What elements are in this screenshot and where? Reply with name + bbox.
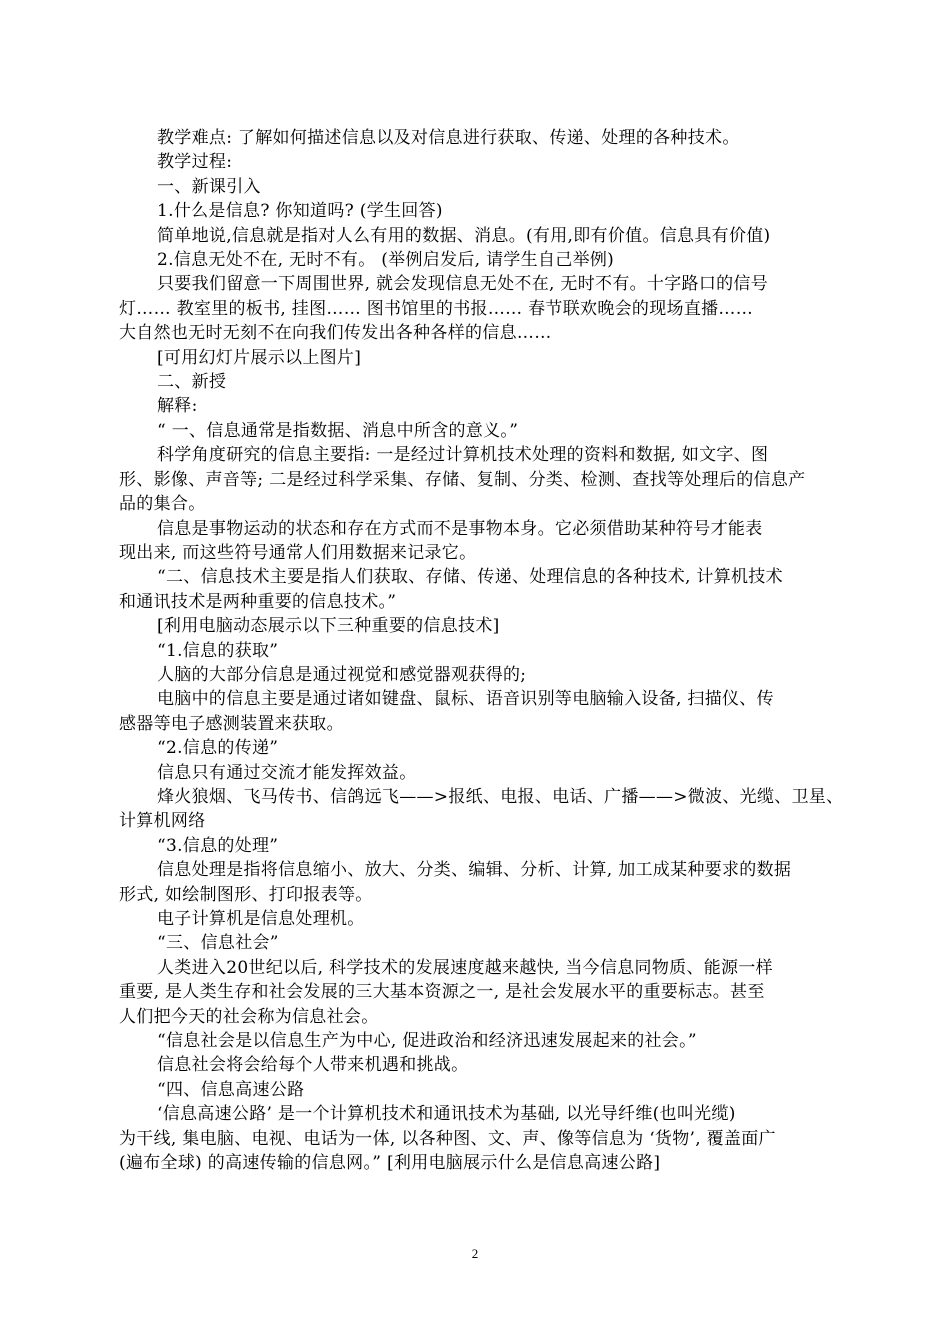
text-line: “三、信息社会”: [157, 933, 279, 954]
text-line: (遍布全球) 的高速传输的信息网。” [利用电脑展示什么是信息高速公路]: [119, 1153, 661, 1174]
text-line: 和通讯技术是两种重要的信息技术。”: [119, 591, 397, 612]
text-line: 感器等电子感测装置来获取。: [119, 713, 344, 734]
text-line: 信息社会将会给每个人带来机遇和挑战。: [157, 1055, 469, 1076]
text-line: “1.信息的获取”: [157, 640, 279, 661]
text-line: 科学角度研究的信息主要指: 一是经过计算机技术处理的资料和数据, 如文字、图: [157, 445, 769, 466]
text-line: 形式, 如绘制图形、打印报表等。: [119, 884, 373, 905]
text-line: 电脑中的信息主要是通过诸如键盘、鼠标、语音识别等电脑输入设备, 扫描仪、传: [157, 689, 774, 710]
text-line: 人类进入20世纪以后, 科学技术的发展速度越来越快, 当今信息同物质、能源一样: [157, 957, 773, 978]
text-line: [可用幻灯片展示以上图片]: [157, 347, 362, 368]
document-body: [119, 126, 844, 1175]
text-line: 2.信息无处不在, 无时不有。 (举例启发后, 请学生自己举例): [157, 250, 615, 271]
text-line: “二、信息技术主要是指人们获取、存储、传递、处理信息的各种技术, 计算机技术: [157, 567, 783, 588]
text-line: 信息只有通过交流才能发挥效益。: [157, 762, 417, 783]
text-line: “3.信息的处理”: [157, 835, 279, 856]
text-line: 人们把今天的社会称为信息社会。: [119, 1006, 379, 1027]
text-line: “四、信息高速公路: [157, 1079, 305, 1100]
text-line: ‘信息高速公路’ 是一个计算机技术和通讯技术为基础, 以光导纤维(也叫光缆): [157, 1104, 736, 1125]
text-line: [利用电脑动态展示以下三种重要的信息技术]: [157, 616, 500, 637]
text-line: 计算机网络: [119, 811, 206, 832]
text-line: 大自然也无时无刻不在向我们传发出各种各样的信息……: [119, 323, 552, 344]
text-line: 人脑的大部分信息是通过视觉和感觉器观获得的;: [157, 664, 527, 685]
text-line: “2.信息的传递”: [157, 738, 279, 759]
page-number: 2: [471, 1246, 479, 1261]
text-line: 教学难点: 了解如何描述信息以及对信息进行获取、传递、处理的各种技术。: [157, 128, 740, 148]
text-line: 为干线, 集电脑、电视、电话为一体, 以各种图、文、声、像等信息为 ‘货物’, 覆盖面广: [119, 1128, 776, 1149]
text-line: 烽火狼烟、飞马传书、信鸽远飞——>报纸、电报、电话、广播——>微波、光缆、卫星、: [157, 786, 844, 807]
text-line: 解释:: [157, 396, 198, 417]
text-line: 品的集合。: [119, 494, 206, 515]
text-line: “ 一、信息通常是指数据、消息中所含的意义。”: [157, 420, 519, 441]
text-line: 电子计算机是信息处理机。: [157, 909, 365, 929]
text-line: 教学过程:: [157, 152, 233, 173]
text-line: 信息是事物运动的状态和存在方式而不是事物本身。它必须借助某种符号才能表: [157, 518, 763, 539]
text-line: 一、新课引入: [157, 176, 261, 197]
text-line: 重要, 是人类生存和社会发展的三大基本资源之一, 是社会发展水平的重要标志。甚至: [119, 982, 765, 1003]
text-line: 信息处理是指将信息缩小、放大、分类、编辑、分析、计算, 加工成某种要求的数据: [157, 860, 792, 881]
text-line: 形、影像、声音等; 二是经过科学采集、存储、复制、分类、检测、查找等处理后的信息产: [119, 469, 806, 490]
text-line: 现出来, 而这些符号通常人们用数据来记录它。: [119, 542, 477, 563]
text-line: 只要我们留意一下周围世界, 就会发现信息无处不在, 无时不有。十字路口的信号: [157, 274, 769, 295]
text-line: 简单地说,信息就是指对人么有用的数据、消息。(有用,即有价值。信息具有价值): [157, 225, 771, 246]
text-line: 二、新授: [157, 372, 227, 393]
text-line: 灯…… 教室里的板书, 挂图…… 图书馆里的书报…… 春节联欢晚会的现场直播……: [119, 298, 754, 319]
text-line: 1.什么是信息? 你知道吗? (学生回答): [157, 201, 443, 222]
text-line: “信息社会是以信息生产为中心, 促进政治和经济迅速发展起来的社会。”: [157, 1031, 697, 1052]
